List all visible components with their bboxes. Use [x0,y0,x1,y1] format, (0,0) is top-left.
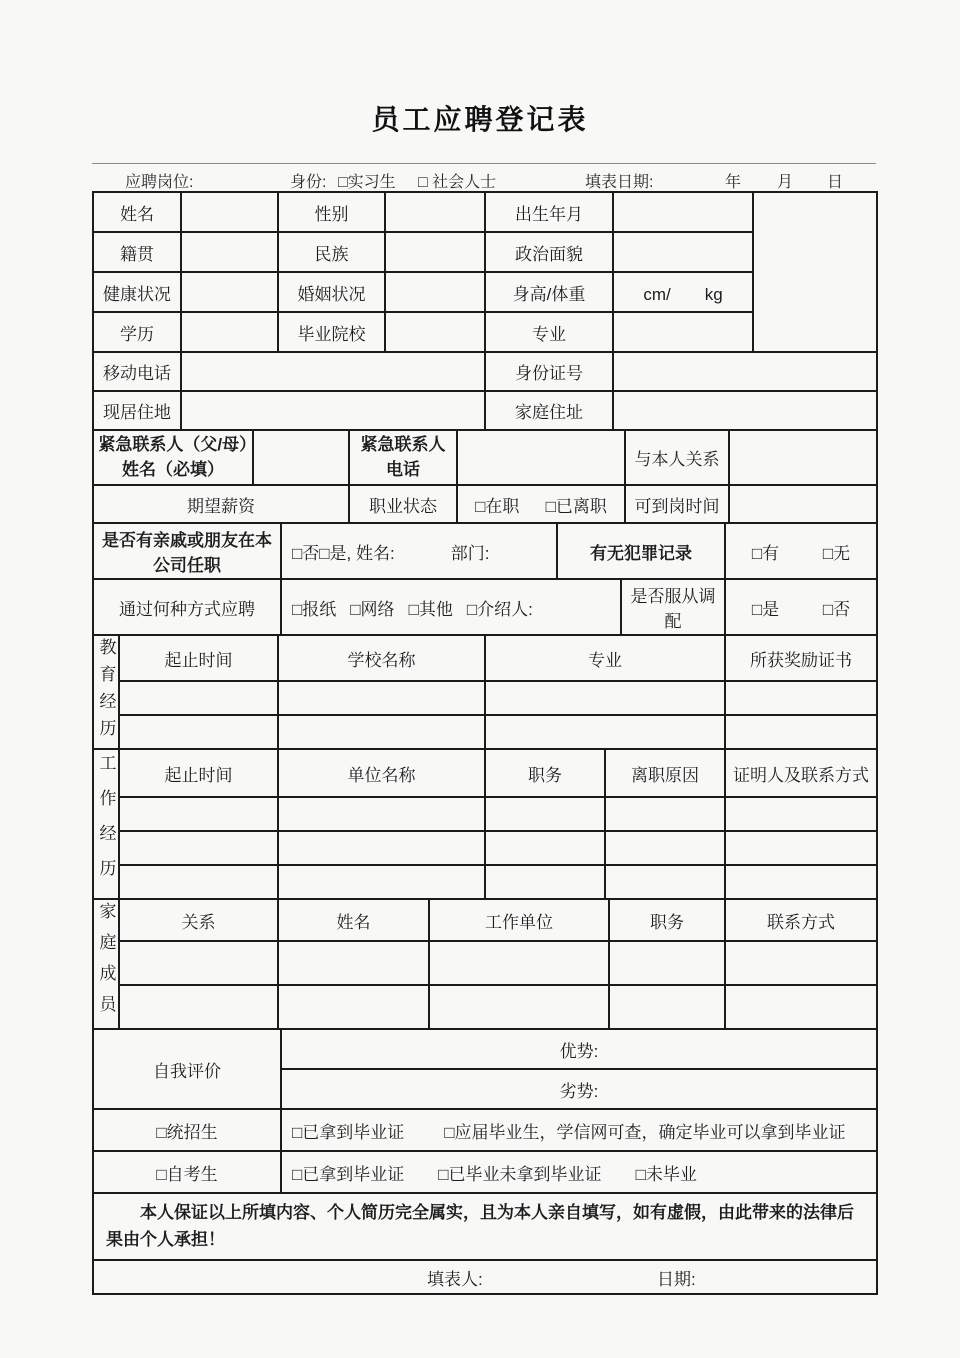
checkbox-option-social[interactable]: □ 社会人士 [418,174,497,191]
relation-field[interactable] [729,430,877,485]
weakness-field[interactable]: 劣势: [281,1069,877,1109]
edu-blank-cell[interactable] [725,715,877,749]
page-title: 员工应聘登记表 [371,104,589,135]
sign-date-label: 日期: [657,1269,696,1289]
emergency-name-field[interactable] [253,430,349,485]
degree-label: 学历 [93,312,181,352]
family-blank-cell[interactable] [429,941,609,985]
relative-label: 是否有亲戚或朋友在本公司任职 [93,523,281,579]
home-address-field[interactable] [613,391,877,430]
work-blank-cell[interactable] [119,865,278,899]
edu-blank-cell[interactable] [278,715,485,749]
declaration-table [92,1192,878,1261]
family-blank-cell[interactable] [429,985,609,1029]
health-label: 健康状况 [93,272,181,312]
current-address-label: 现居住地 [93,391,181,430]
checkbox-option-intern[interactable]: □实习生 [338,174,396,191]
checkbox-option-fresh-graduate[interactable]: □应届毕业生，学信网可查，确定毕业可以拿到毕业证 [444,1122,846,1142]
checkbox-option-employed[interactable]: □在职 [475,496,520,516]
family-name-header: 姓名 [278,899,429,941]
identity-label: 身份: [290,174,327,191]
native-place-field[interactable] [181,232,278,272]
edu-blank-cell[interactable] [725,681,877,715]
work-blank-cell[interactable] [485,831,605,865]
mobile-label: 移动电话 [93,352,181,391]
work-leave-reason-header: 离职原因 [605,749,725,797]
work-blank-cell[interactable] [119,831,278,865]
relative-dept-label: 部门: [450,543,490,563]
signature-row[interactable] [93,1260,877,1294]
school-label: 毕业院校 [278,312,385,352]
family-contact-header: 联系方式 [725,899,877,941]
family-section-label: 家庭成员 [93,899,119,1029]
work-blank-cell[interactable] [725,865,877,899]
available-date-field[interactable] [729,485,877,523]
home-address-label: 家庭住址 [485,391,613,430]
available-date-label: 可到岗时间 [625,485,729,523]
family-relation-header: 关系 [119,899,278,941]
ethnicity-label: 民族 [278,232,385,272]
work-company-header: 单位名称 [278,749,485,797]
school-field[interactable] [385,312,485,352]
job-status-label: 职业状态 [349,485,457,523]
family-blank-cell[interactable] [119,985,278,1029]
gender-label: 性别 [278,192,385,232]
pre-header [92,163,876,191]
checkbox-option-no-record[interactable]: □无 [822,543,851,563]
emergency-table [92,429,878,524]
family-blank-cell[interactable] [725,941,877,985]
edu-school-header: 学校名称 [278,635,485,681]
checkbox-option-newspaper[interactable]: □报纸 [292,599,337,619]
edu-major-header: 专业 [485,635,725,681]
graduation-table [92,1108,878,1194]
education-section-label: 教育经历 [93,635,119,749]
criminal-record-label: 有无犯罪记录 [557,523,725,579]
checkbox-option-self-study-student[interactable]: □自考生 [93,1151,281,1193]
work-blank-cell[interactable] [278,831,485,865]
photo-area [753,192,877,352]
checkbox-option-has-diploma-1[interactable]: □已拿到毕业证 [292,1122,405,1142]
name-field[interactable] [181,192,278,232]
gender-field[interactable] [385,192,485,232]
id-number-field[interactable] [613,352,877,391]
checkbox-option-not-graduated[interactable]: □未毕业 [635,1164,697,1184]
major-label: 专业 [485,312,613,352]
work-blank-cell[interactable] [605,865,725,899]
emergency-phone-label: 紧急联系人电话 [349,430,457,485]
edu-blank-cell[interactable] [119,681,278,715]
native-place-label: 籍贯 [93,232,181,272]
month-label: 月 [777,174,794,191]
checkbox-option-regular-student[interactable]: □统招生 [93,1109,281,1151]
work-blank-cell[interactable] [278,865,485,899]
health-field[interactable] [181,272,278,312]
edu-award-header: 所获奖励证书 [725,635,877,681]
degree-field[interactable] [181,312,278,352]
name-label: 姓名 [93,192,181,232]
strength-field[interactable]: 优势: [281,1029,877,1069]
family-blank-cell[interactable] [278,941,429,985]
work-blank-cell[interactable] [485,797,605,831]
emergency-name-label: 紧急联系人（父/母）姓名（必填） [93,430,253,485]
channel-options [281,579,621,635]
major-field[interactable] [613,312,753,352]
channel-label: 通过何种方式应聘 [93,579,281,635]
checkbox-option-internet[interactable]: □网络 [350,599,395,619]
mobile-field[interactable] [181,352,485,391]
relocate-label: 是否服从调配 [621,579,725,635]
declaration-text: 本人保证以上所填内容、个人简历完全属实，且为本人亲自填写，如有虚假，由此带来的法律后果由个人承担！ [93,1193,877,1260]
marital-field[interactable] [385,272,485,312]
checkbox-option-resigned[interactable]: □已离职 [545,496,607,516]
family-blank-cell[interactable] [609,985,725,1029]
position-label: 应聘岗位: [125,174,194,191]
self-eval-label: 自我评价 [93,1029,281,1109]
marital-label: 婚姻状况 [278,272,385,312]
checkbox-option-graduated-no-diploma[interactable]: □已毕业未拿到毕业证 [438,1164,602,1184]
height-weight-label: 身高/体重 [485,272,613,312]
checkbox-option-relocate-yes[interactable]: □是 [751,599,780,619]
work-period-header: 起止时间 [119,749,278,797]
edu-blank-cell[interactable] [119,715,278,749]
ethnicity-field[interactable] [385,232,485,272]
political-status-field[interactable] [613,232,753,272]
relocate-options [725,579,877,635]
work-blank-cell[interactable] [605,831,725,865]
screening-table [92,522,878,636]
work-blank-cell[interactable] [725,797,877,831]
id-number-label: 身份证号 [485,352,613,391]
edu-period-header: 起止时间 [119,635,278,681]
family-blank-cell[interactable] [119,941,278,985]
height-weight-field[interactable]: cm/ kg [613,272,753,312]
edu-blank-cell[interactable] [278,681,485,715]
work-blank-cell[interactable] [485,865,605,899]
family-table [92,898,878,1030]
contact-table [92,351,878,431]
day-label: 日 [827,174,844,191]
fill-date-label: 填表日期: [585,174,654,191]
work-blank-cell[interactable] [725,831,877,865]
form-area [92,163,876,1295]
self-eval-table [92,1028,878,1110]
work-reference-header: 证明人及联系方式 [725,749,877,797]
birth-field[interactable] [613,192,753,232]
family-blank-cell[interactable] [609,941,725,985]
education-table [92,634,878,750]
edu-blank-cell[interactable] [485,681,725,715]
relation-label: 与本人关系 [625,430,729,485]
work-blank-cell[interactable] [605,797,725,831]
checkbox-option-relocate-no[interactable]: □否 [822,599,851,619]
work-blank-cell[interactable] [278,797,485,831]
family-employer-header: 工作单位 [429,899,609,941]
signature-table [92,1259,878,1295]
relative-options [281,523,557,579]
regular-student-options [281,1109,877,1151]
family-blank-cell[interactable] [278,985,429,1029]
work-position-header: 职务 [485,749,605,797]
criminal-record-options [725,523,877,579]
checkbox-option-referrer[interactable]: □介绍人: [466,599,533,619]
family-position-header: 职务 [609,899,725,941]
salary-label: 期望薪资 [93,485,349,523]
job-status-options [457,485,625,523]
filler-label: 填表人: [427,1269,483,1289]
year-label: 年 [725,174,742,191]
work-section-label: 工作经历 [93,749,119,899]
family-blank-cell[interactable] [725,985,877,1029]
self-study-options [281,1151,877,1193]
political-status-label: 政治面貌 [485,232,613,272]
current-address-field[interactable] [181,391,485,430]
emergency-phone-field[interactable] [457,430,625,485]
checkbox-option-relative-no-yes[interactable]: □否□是, 姓名: [292,543,395,563]
work-blank-cell[interactable] [119,797,278,831]
work-table [92,748,878,900]
checkbox-option-has-record[interactable]: □有 [751,543,780,563]
birth-label: 出生年月 [485,192,613,232]
edu-blank-cell[interactable] [485,715,725,749]
checkbox-option-has-diploma-2[interactable]: □已拿到毕业证 [292,1164,405,1184]
checkbox-option-other[interactable]: □其他 [408,599,453,619]
personal-info-table [92,191,878,353]
